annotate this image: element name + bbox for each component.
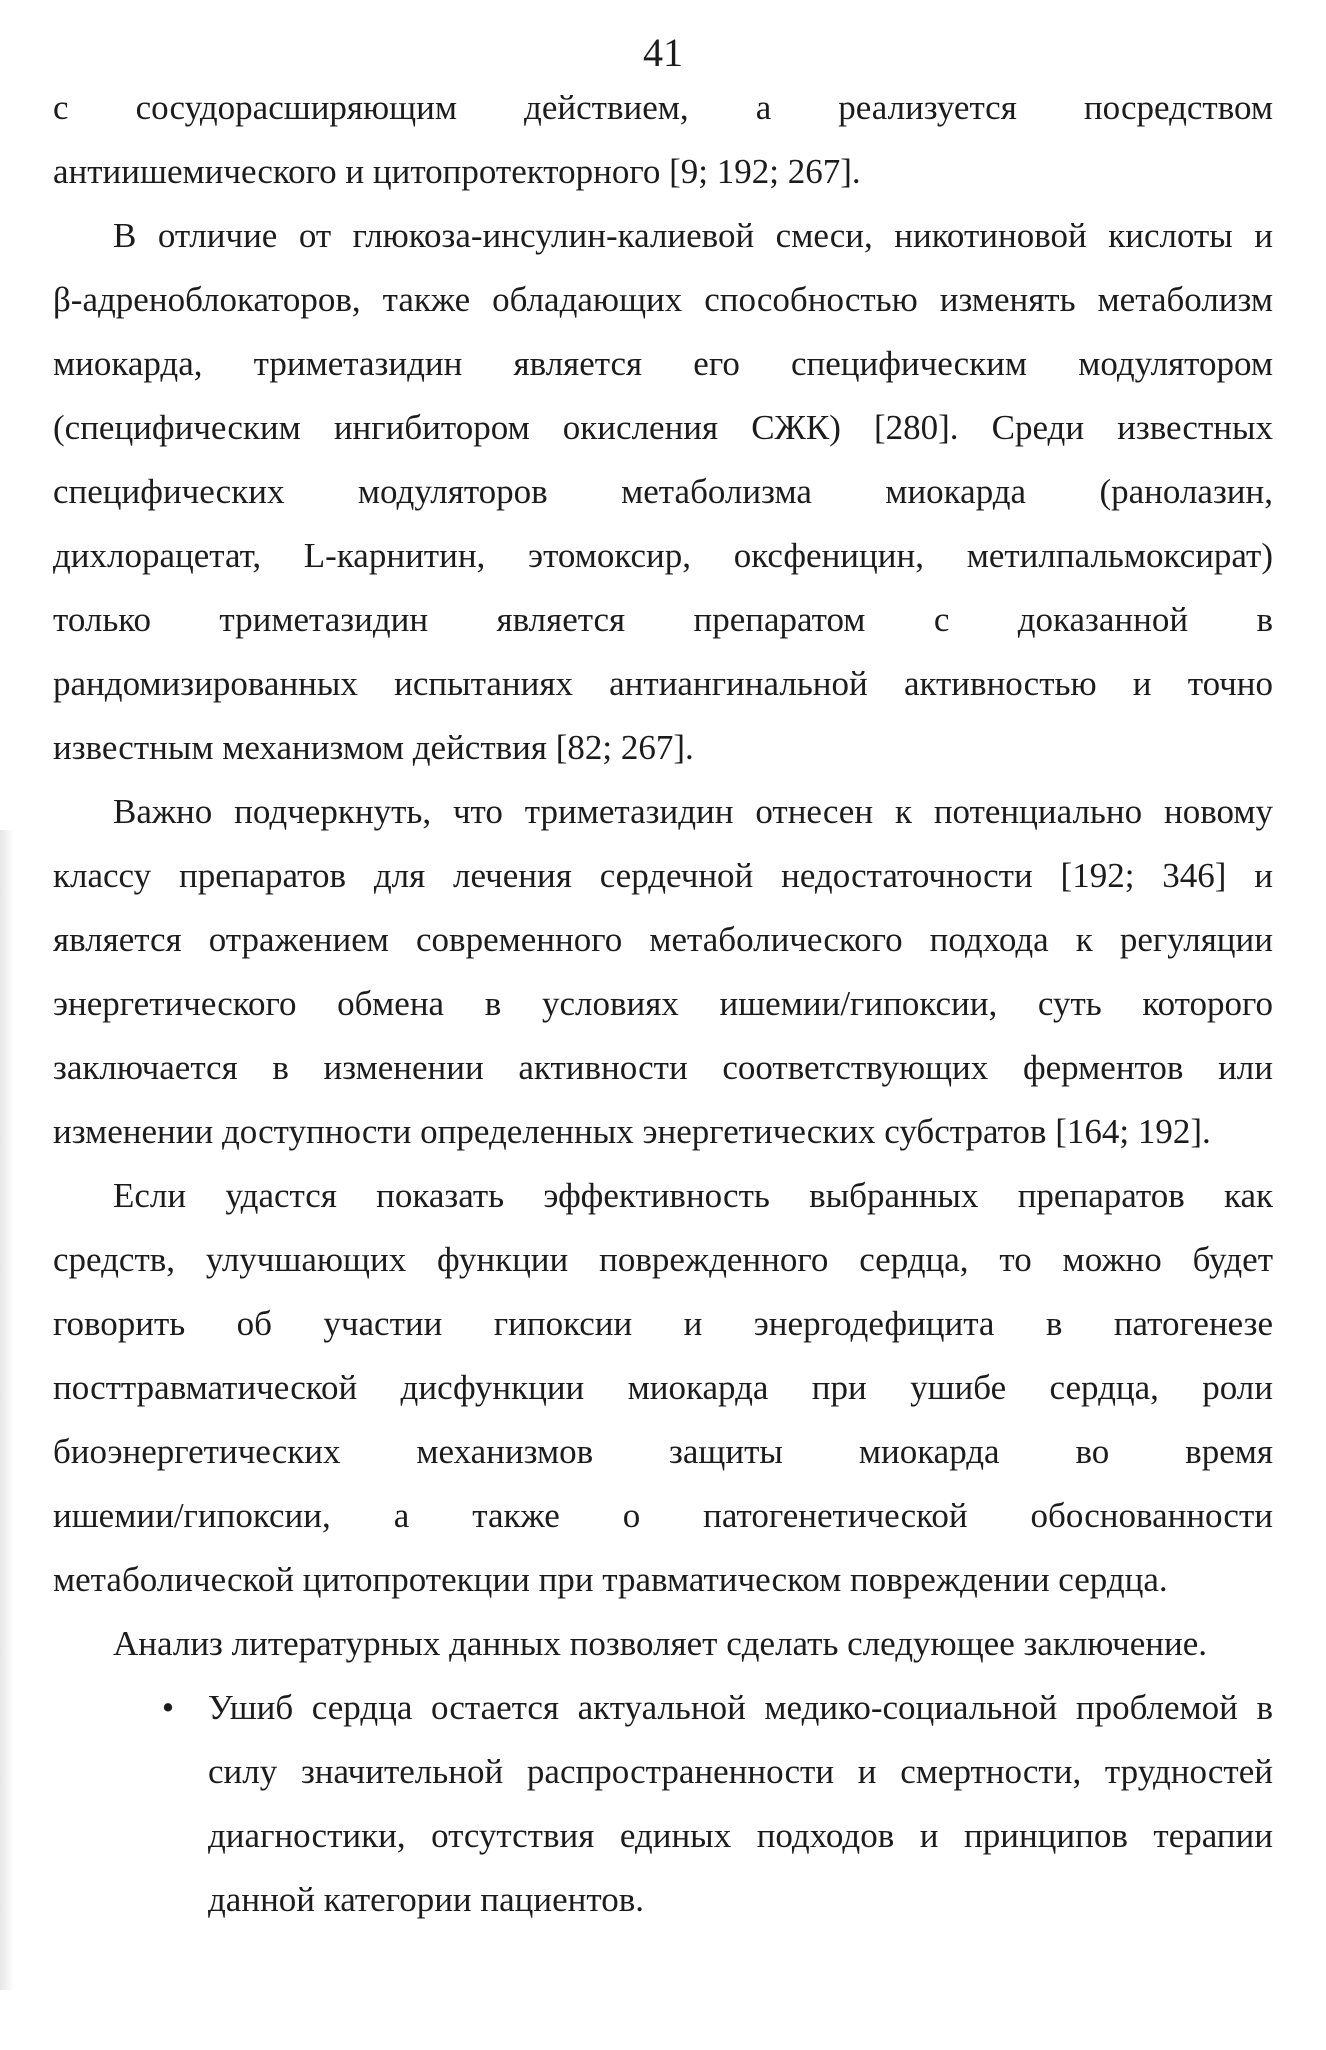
text-line: антиишемического и цитопротекторного [9; 192; 267]. xyxy=(53,152,861,191)
text-line: ишемии/гипоксии, а также о патогенетической обоснованности xyxy=(53,1496,1273,1535)
text-line: дихлорацетат, L-карнитин, этомоксир, оксфеницин, метилпальмоксират) xyxy=(53,536,1273,575)
text-line: энергетического обмена в условиях ишемии/гипоксии, суть которого xyxy=(53,984,1273,1023)
bullet-line: данной категории пациентов. xyxy=(208,1880,645,1919)
page-number: 41 xyxy=(643,30,683,75)
scan-edge-shadow xyxy=(0,830,14,1990)
text-line: миокарда, триметазидин является его специфическим модулятором xyxy=(53,344,1273,383)
text-line: В отличие от глюкоза-инсулин-калиевой смеси, никотиновой кислоты и xyxy=(113,216,1273,255)
text-line: биоэнергетических механизмов защиты миокарда во время xyxy=(53,1432,1273,1471)
text-line: известным механизмом действия [82; 267]. xyxy=(53,728,694,767)
text-line: метаболической цитопротекции при травматическом повреждении сердца. xyxy=(53,1560,1168,1599)
bullet-line: диагностики, отсутствия единых подходов и принципов терапии xyxy=(208,1816,1273,1855)
text-line: рандомизированных испытаниях антиангинальной активностью и точно xyxy=(53,664,1273,703)
text-line: β-адреноблокаторов, также обладающих способностью изменять метаболизм xyxy=(53,280,1273,319)
text-line: является отражением современного метаболического подхода к регуляции xyxy=(53,920,1273,959)
text-line: изменении доступности определенных энергетических субстратов [164; 192]. xyxy=(53,1112,1211,1151)
text-line: (специфическим ингибитором окисления СЖК) [280]. Среди известных xyxy=(53,408,1273,447)
bullet-icon: • xyxy=(161,1688,175,1727)
text-line: говорить об участии гипоксии и энергодефицита в патогенезе xyxy=(53,1304,1273,1343)
text-line: средств, улучшающих функции поврежденного сердца, то можно будет xyxy=(53,1240,1273,1279)
bullet-line: силу значительной распространенности и смертности, трудностей xyxy=(208,1752,1273,1791)
text-line: Если удастся показать эффективность выбранных препаратов как xyxy=(113,1176,1273,1215)
text-line: только триметазидин является препаратом с доказанной в xyxy=(53,600,1273,639)
text-line: с сосудорасширяющим действием, а реализуется посредством xyxy=(53,88,1273,127)
text-line: Анализ литературных данных позволяет сделать следующее заключение. xyxy=(113,1624,1208,1663)
text-line: специфических модуляторов метаболизма миокарда (ранолазин, xyxy=(53,472,1273,511)
text-line: Важно подчеркнуть, что триметазидин отнесен к потенциально новому xyxy=(113,792,1273,831)
text-line: заключается в изменении активности соответствующих ферментов или xyxy=(53,1048,1273,1087)
bullet-line: Ушиб сердца остается актуальной медико-социальной проблемой в xyxy=(208,1688,1273,1727)
text-line: классу препаратов для лечения сердечной недостаточности [192; 346] и xyxy=(53,856,1273,895)
text-line: посттравматической дисфункции миокарда при ушибе сердца, роли xyxy=(53,1368,1273,1407)
